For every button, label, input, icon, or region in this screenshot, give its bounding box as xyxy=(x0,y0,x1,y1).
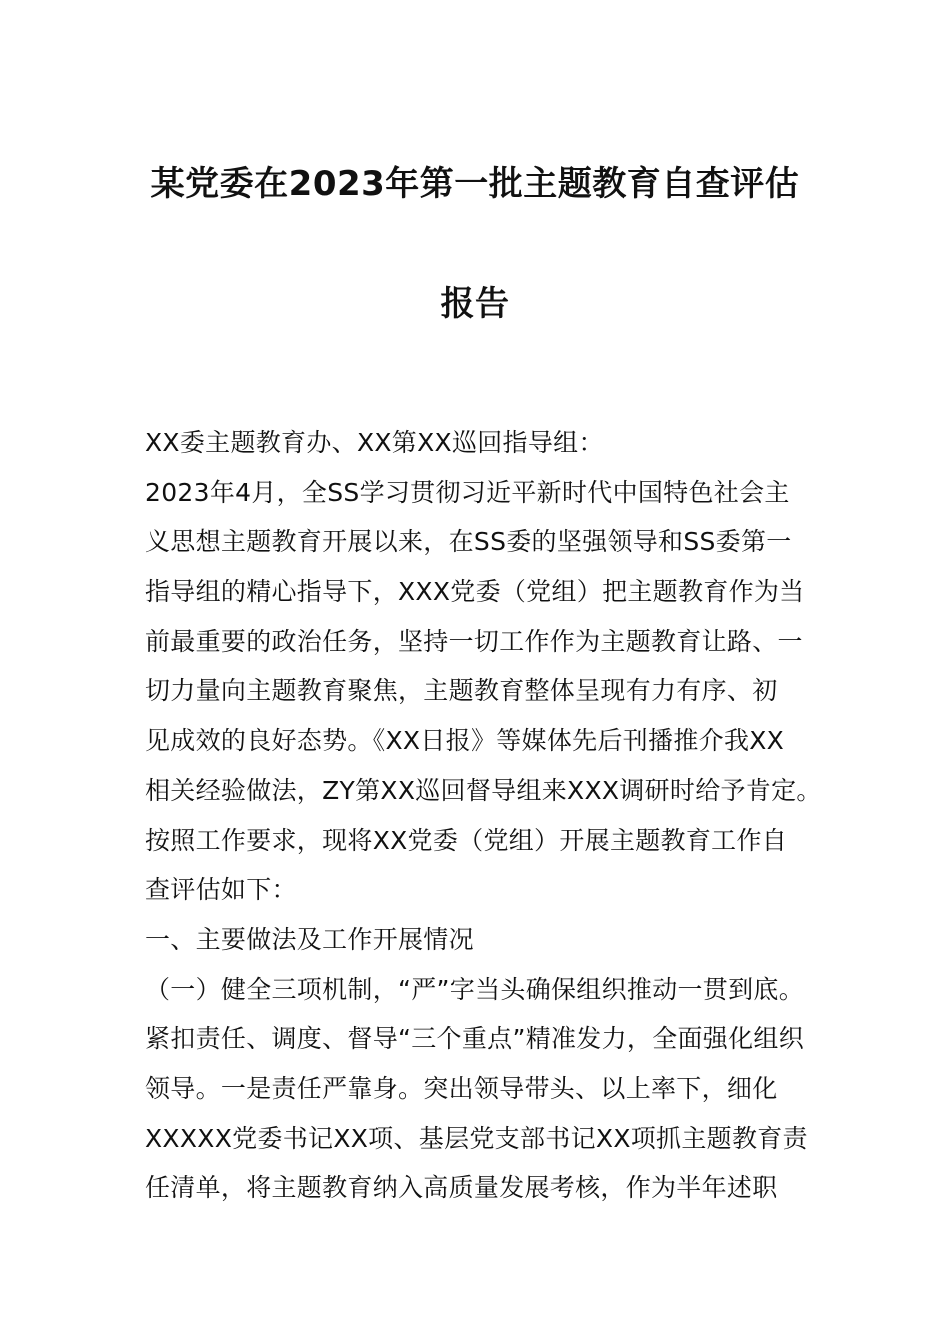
body-line: 查评估如下： xyxy=(145,875,297,905)
body-line: 紧扣责任、调度、督导“三个重点”精准发力，全面强化组织 xyxy=(145,1024,805,1054)
section-heading: 一、主要做法及工作开展情况 xyxy=(145,924,474,954)
body-line: 任清单，将主题教育纳入高质量发展考核，作为半年述职 xyxy=(145,1173,778,1203)
body-line: XXXXX党委书记XX项、基层党支部书记XX项抓主题教育责 xyxy=(145,1123,808,1153)
subsection-heading: （一）健全三项机制，“严”字当头确保组织推动一贯到底。 xyxy=(145,974,805,1004)
body-line: 2023年4月，全SS学习贯彻习近平新时代中国特色社会主 xyxy=(145,477,790,507)
body-line: 指导组的精心指导下，XXX党委（党组）把主题教育作为当 xyxy=(145,577,805,607)
document-title-line-1: 某党委在2023年第一批主题教育自查评估 xyxy=(150,164,800,204)
salutation: XX委主题教育办、XX第XX巡回指导组： xyxy=(145,428,604,457)
body-line: 按照工作要求，现将XX党委（党组）开展主题教育工作自 xyxy=(145,825,788,855)
body-line: 领导。一是责任严靠身。突出领导带头、以上率下，细化 xyxy=(145,1073,778,1103)
document-body xyxy=(145,418,835,1213)
document-title-line-2: 报告 xyxy=(440,284,510,324)
body-line: 相关经验做法，ZY第XX巡回督导组来XXX调研时给予肯定。 xyxy=(145,775,822,805)
body-line: 切力量向主题教育聚焦，主题教育整体呈现有力有序、初 xyxy=(145,676,778,706)
body-line: 见成效的良好态势。《XX日报》等媒体先后刊播推介我XX xyxy=(145,726,785,756)
body-line: 义思想主题教育开展以来，在SS委的坚强领导和SS委第一 xyxy=(145,527,792,557)
body-line: 前最重要的政治任务，坚持一切工作作为主题教育让路、一 xyxy=(145,626,803,656)
